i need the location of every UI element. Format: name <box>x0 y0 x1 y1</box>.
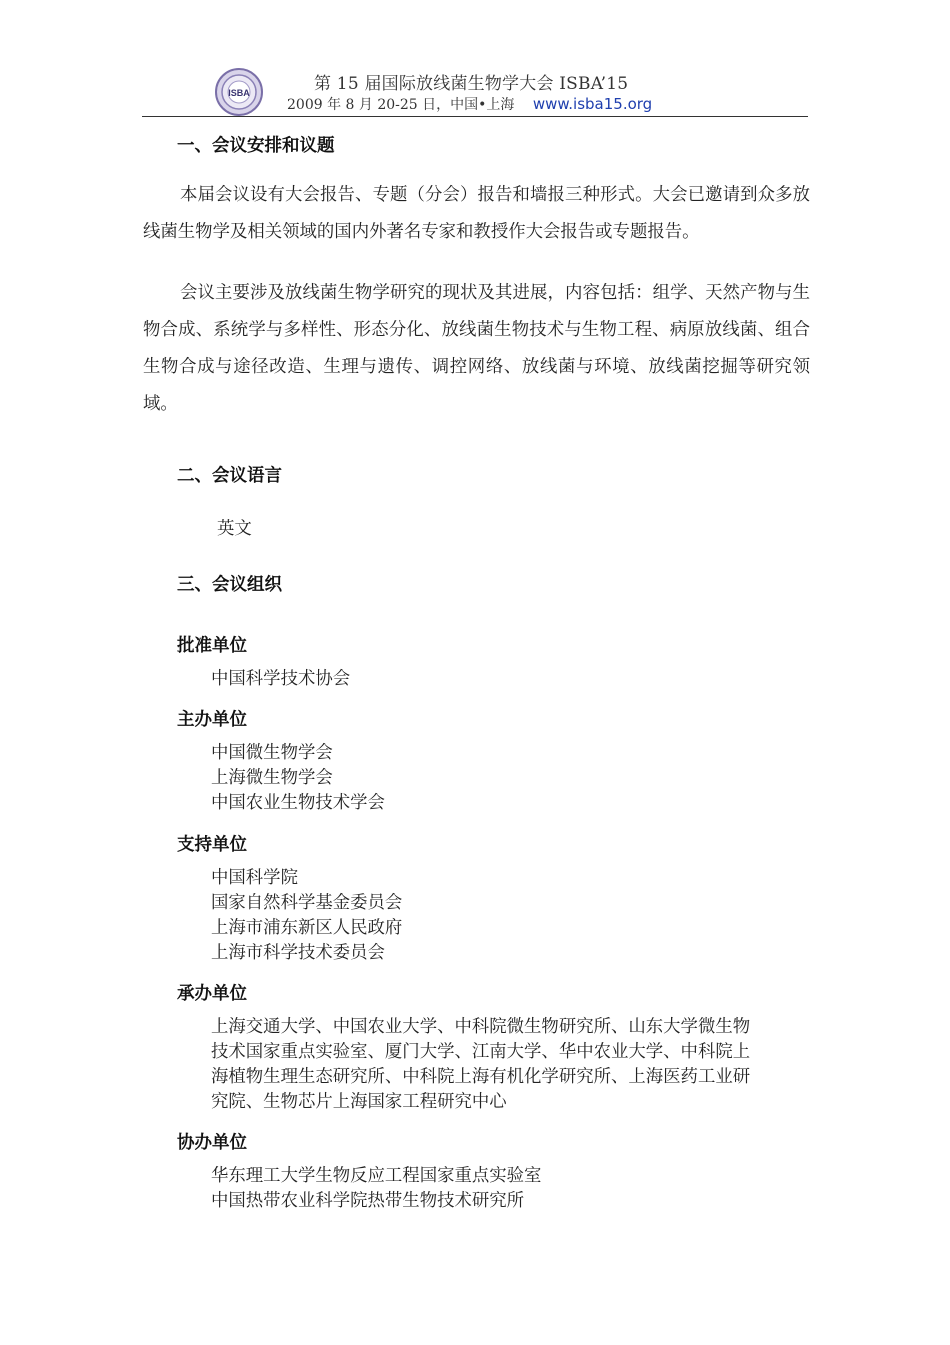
agenda-paragraph-1: 本届会议设有大会报告、专题（分会）报告和墙报三种形式。大会已邀请到众多放线菌生物学及相关领域的国内外著名专家和教授作大会报告或专题报告。 <box>143 185 810 242</box>
list-item: 中国农业生物技术学会 <box>211 793 385 813</box>
organizer-list <box>211 1015 750 1115</box>
date-place-text: 2009 年 8 月 20-25 日，中国•上海 <box>287 97 515 113</box>
list-item: 中国科学技术协会 <box>211 669 351 689</box>
conference-date-place <box>287 94 652 114</box>
support-label: 支持单位 <box>177 835 247 855</box>
list-item: 中国科学院 <box>211 868 298 888</box>
support-list <box>211 866 402 966</box>
list-item: 国家自然科学基金委员会 <box>211 893 403 913</box>
list-item: 中国热带农业科学院热带生物技术研究所 <box>211 1191 525 1211</box>
organizer-label: 承办单位 <box>177 984 247 1004</box>
list-item: 华东理工大学生物反应工程国家重点实验室 <box>211 1166 542 1186</box>
section-heading-organization: 三、会议组织 <box>177 575 282 595</box>
agenda-paragraph-2: 会议主要涉及放线菌生物学研究的现状及其进展，内容包括：组学、天然产物与生物合成、系统学与多样性、形态分化、放线菌生物技术与生物工程、病原放线菌、组合生物合成与途径改造、生理与遗传、调控网络、放线菌与环境、放线菌挖掘等研究领域。 <box>143 283 810 414</box>
coorganizer-list <box>211 1164 541 1214</box>
conference-title: 第 15 届国际放线菌生物学大会 ISBA’15 <box>314 74 629 94</box>
approval-list <box>211 667 350 692</box>
language-value: 英文 <box>217 519 252 539</box>
list-item: 上海微生物学会 <box>211 768 333 788</box>
host-label: 主办单位 <box>177 710 247 730</box>
svg-text:ISBA: ISBA <box>228 88 250 98</box>
list-item: 海植物生理生态研究所、中科院上海有机化学研究所、上海医药工业研 <box>211 1067 751 1087</box>
list-item: 技术国家重点实验室、厦门大学、江南大学、华中农业大学、中科院上 <box>211 1042 751 1062</box>
header-divider <box>142 116 808 117</box>
list-item: 上海市浦东新区人民政府 <box>211 918 403 938</box>
coorganizer-label: 协办单位 <box>177 1133 247 1153</box>
section-heading-agenda: 一、会议安排和议题 <box>177 136 335 156</box>
isba-logo <box>215 68 263 116</box>
approval-label: 批准单位 <box>177 636 247 656</box>
list-item: 上海交通大学、中国农业大学、中科院微生物研究所、山东大学微生物 <box>211 1017 751 1037</box>
section-heading-language: 二、会议语言 <box>177 466 282 486</box>
list-item: 究院、生物芯片上海国家工程研究中心 <box>211 1092 507 1112</box>
list-item: 上海市科学技术委员会 <box>211 943 385 963</box>
website-link[interactable]: www.isba15.org <box>532 95 653 113</box>
host-list <box>211 741 385 816</box>
list-item: 中国微生物学会 <box>211 743 333 763</box>
